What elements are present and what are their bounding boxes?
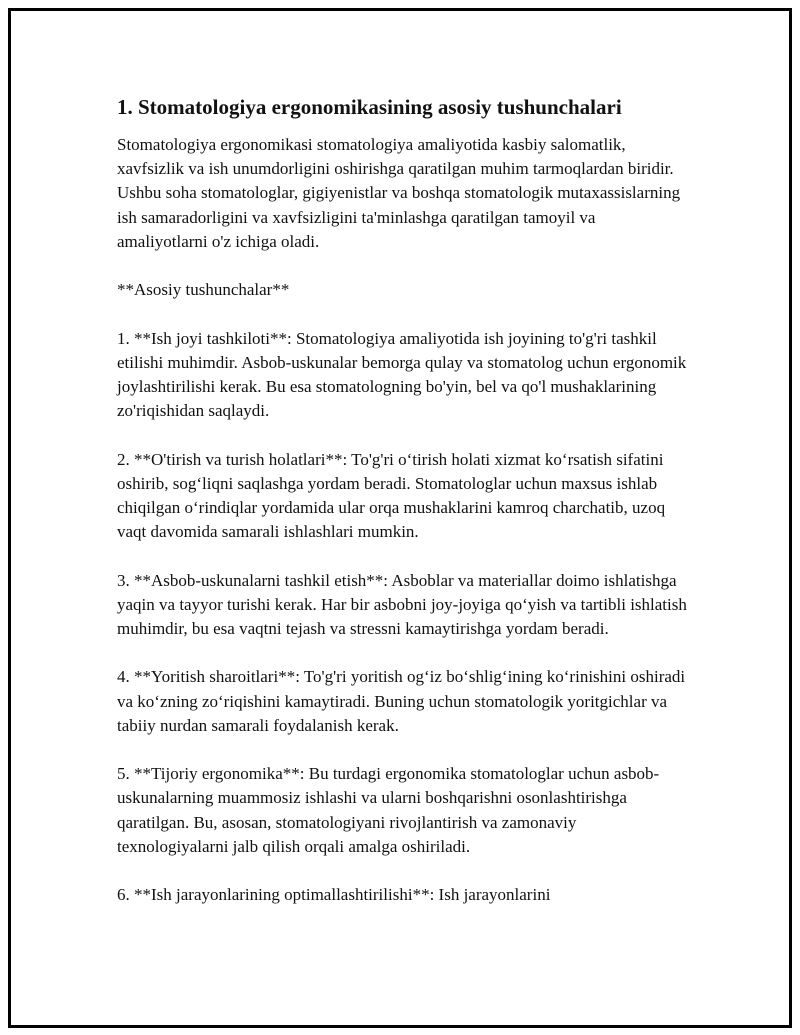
list-item-6-ish-jarayonlari: 6. **Ish jarayonlarining optimallashtirilishi**: Ish jarayonlarini xyxy=(117,885,551,905)
document-body xyxy=(117,93,687,907)
list-item-2-otirish-va-turish: 2. **O'tirish va turish holatlari**: To'g'ri o‘tirish holati xizmat ko‘rsatish sifatini oshirib, sog‘liqni saqlashga yordam beradi. Stomatologlar uchun maxsus ishlab chiqilgan o‘rindiqlar yordamida ular orqa mushaklarini kamroq charchatib, uzoq vaqt davomida samarali ishlashlari mumkin. xyxy=(117,449,666,542)
document-title: 1. Stomatologiya ergonomikasining asosiy tushunchalari xyxy=(117,95,622,119)
list-item-1-ish-joyi-tashkiloti: 1. **Ish joyi tashkiloti**: Stomatologiya amaliyotida ish joyining to'g'ri tashkil etilishi muhimdir. Asbob-uskunalar bemorga qulay va stomatolog uchun ergonomik joylashtirilishi kerak. Bu esa stomatologning bo'yin, bel va qo'l mushaklarining zo'riqishidan saqlaydi. xyxy=(117,328,687,421)
section-heading-asosiy-tushunchalar: **Asosiy tushunchalar** xyxy=(117,280,290,300)
list-item-5-tijoriy-ergonomika: 5. **Tijoriy ergonomika**: Bu turdagi ergonomika stomatologlar uchun asbob-uskunalarning muammosiz ishlashi va ularni boshqarishni osonlashtirishga qaratilgan. Bu, asosan, stomatologiyani rivojlantirish va zamonaviy texnologiyalarni jalb qilish orqali amalga oshiriladi. xyxy=(117,764,660,856)
list-item-4-yoritish: 4. **Yoritish sharoitlari**: To'g'ri yoritish og‘iz bo‘shlig‘ining ko‘rinishini oshiradi va ko‘zning zo‘riqishini kamaytiradi. Buning uchun stomatologik yoritgichlar va tabiiy nurdan samarali foydalanish kerak. xyxy=(117,667,686,735)
list-item-3-asbob-uskunalar: 3. **Asbob-uskunalarni tashkil etish**: Asboblar va materiallar doimo ishlatishga yaqin va tayyor turishi kerak. Har bir asbobni joy-joyiga qo‘yish va tartibli ishlatish muhimdir, bu esa vaqtni tejash va stressni kamaytirishga yordam beradi. xyxy=(117,570,687,638)
intro-paragraph: Stomatologiya ergonomikasi stomatologiya amaliyotida kasbiy salomatlik, xavfsizlik va ish unumdorligini oshirishga qaratilgan muhim tarmoqlardan biridir. Ushbu soha stomatologlar, gigiyenistlar va boshqa stomatologik mutaxassislarning ish samaradorligini va xavfsizligini ta'minlashga qaratilgan tamoyil va amaliyotlarni o'z ichiga oladi. xyxy=(117,135,681,251)
